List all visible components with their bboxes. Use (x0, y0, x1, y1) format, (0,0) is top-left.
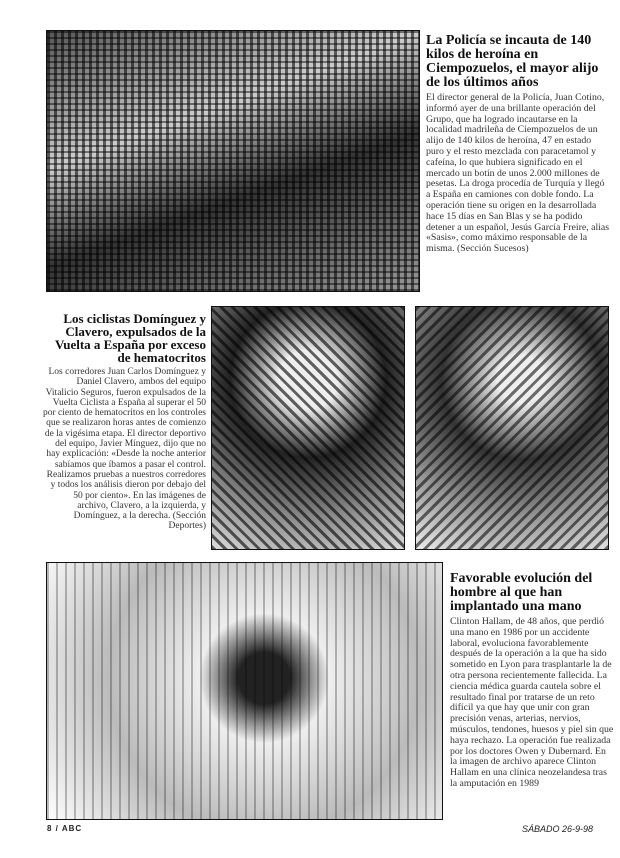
headline: Los ciclistas Domínguez y Clavero, expulsados de la Vuelta a España por exceso de hematocritos (55, 311, 206, 365)
headline: Favorable evolución del hombre al que han implantado una mano (450, 571, 593, 614)
drug-seizure-photo (46, 30, 420, 292)
cyclist-clavero-photo (211, 306, 405, 550)
issue-date: SÁBADO 26-9-98 (522, 824, 594, 834)
story-body: Los corredores Juan Carlos Domínguez y Daniel Clavero, ambos del equipo Vitalicio Seguros, fueron expulsados de la Vuelta Ciclista a España al superar el 50 por ciento de hematocritos en los controles que se realizaron horas antes de comienzo de la vigésima etapa. El director deportivo del equipo, Javier Mínguez, dijo que no hay explicación: «Desde la noche anterior sabíamos que íbamos a pasar el control. Realizamos pruebas a nuestros corredores y todos los análisis dieron por debajo del 50 por ciento». En las imágenes de archivo, Clavero, a la izquierda, y Domínguez, a la derecha. (Sección Deportes) (42, 367, 206, 532)
page-folio: 8 / ABC (47, 824, 83, 833)
story-hand-transplant (450, 572, 614, 790)
headline: La Policía se incauta de 140 kilos de heroína en Ciempozuelos, el mayor alijo de los últimos años (426, 33, 599, 90)
story-body: El director general de la Policía, Juan Cotino, informó ayer de una brillante operación del Grupo, que ha logrado incautarse en la localidad madrileña de Ciempozuelos de un alijo de 140 kilos de heroína, 47 en estado puro y el resto mezclada con paracetamol y cafeína, lo que hubiera significado en el mercado un botín de unos 2.000 millones de pesetas. La droga procedía de Turquía y llegó a España en camiones con doble fondo. La operación tiene su origen en la desarrollada hace 15 días en San Blas y se ha podido detener a un español, Jesús García Freire, alias «Sasis», como máximo responsable de la misma. (Sección Sucesos) (426, 92, 610, 255)
hand-transplant-patient-photo (46, 562, 443, 820)
cyclist-dominguez-photo (415, 306, 609, 550)
story-heroin-seizure (426, 34, 610, 255)
story-cyclists-expelled (42, 312, 206, 532)
story-body: Clinton Hallam, de 48 años, que perdió una mano en 1986 por un accidente laboral, evoluciona favorablemente después de la operación a la que ha sido sometido en Lyon para trasplantarle la de otra persona recientemente fallecida. La ciencia médica guarda cautela sobre el resultado final por tratarse de un reto difícil ya que hay que unir con gran precisión venas, arterias, nervios, músculos, tendones, huesos y piel sin que haya rechazo. La operación fue realizada por los doctores Owen y Dubernard. En la imagen de archivo aparece Clinton Hallam en una clínica neozelandesa tras la amputación en 1989 (450, 616, 614, 789)
